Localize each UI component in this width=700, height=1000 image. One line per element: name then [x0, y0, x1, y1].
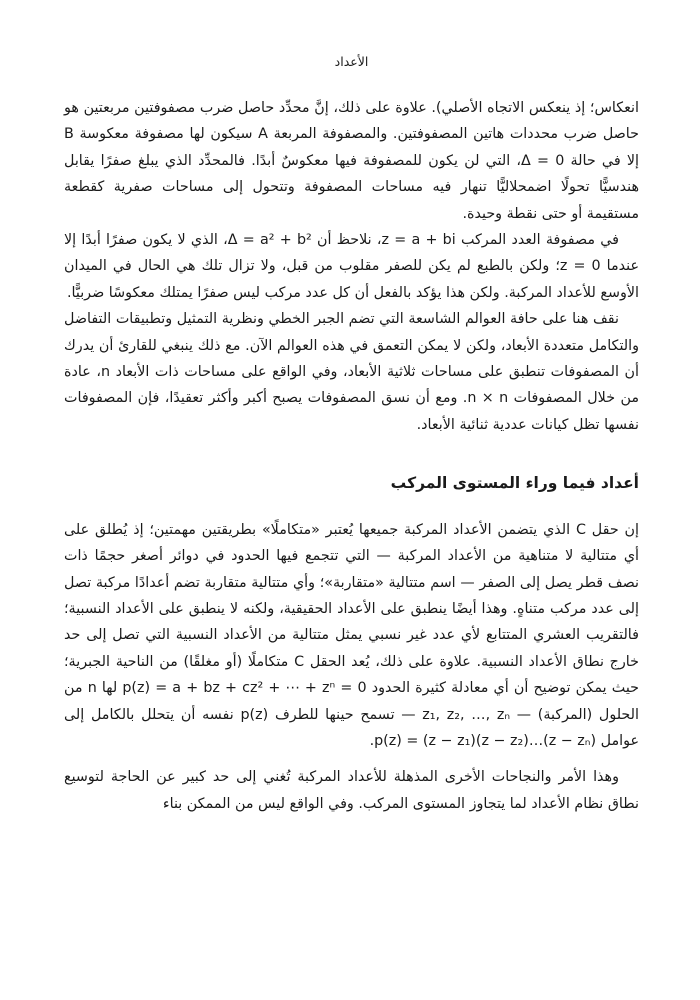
- paragraph: انعكاس؛ إذ ينعكس الاتجاه الأصلي). علاوة على ذلك، إنَّ محدِّد حاصل ضرب مصفوفتين مربعتين هو حاصل ضرب محددات هاتين المصفوفتين. والمصفوفة المربعة A سيكون لها مصفوفة معكوسة B إلا في حالة Δ = 0، التي لن يكون للمصفوفة فيها معكوسٌ أبدًا. فالمحدِّد الذي يبلغ صفرًا يقابل هندسيًّا تحولًا اضمحلاليًّا تنهار فيه مساحات المصفوفة وتتحول إلى مساحات صفرية كقطعة مستقيمة أو حتى نقطة وحيدة.: [64, 100, 639, 222]
- paragraph: نقف هنا على حافة العوالم الشاسعة التي تضم الجبر الخطي ونظرية التمثيل وتطبيقات التفاضل والتكامل متعددة الأبعاد، ولكن لا يمكن التعمق في هذه العوالم الآن. مع ذلك ينبغي للقارئ أن يدرك أن المصفوفات تنطبق على مساحات ثلاثية الأبعاد، وفي الواقع على مساحات ذات الأبعاد n، عادة من خلال المصفوفات n × n. ومع أن نسق المصفوفات يصبح أكبر وأكثر تعقيدًا، فإن المصفوفات نفسها تظل كيانات عددية ثنائية الأبعاد.: [64, 311, 639, 433]
- body-text: [64, 95, 639, 817]
- section-heading: أعداد فيما وراء المستوى المركب: [390, 474, 639, 493]
- paragraph: في مصفوفة العدد المركب z = a + bi، نلاحظ أن Δ = a² + b²، الذي لا يكون صفرًا أبدًا إلا عندما z = 0؛ ولكن بالطبع لم يكن للصفر مقلوب من قبل، ولا تزال تلك هي الحال في الميدان الأوسع للأعداد المركبة. ولكن هذا يؤكد بالفعل أن كل عدد مركب ليس صفرًا يمتلك معكوسًا ضربيًّا.: [64, 232, 640, 301]
- running-header: الأعداد: [334, 54, 369, 69]
- paragraph: وهذا الأمر والنجاحات الأخرى المذهلة للأعداد المركبة تُغني إلى حد كبير عن الحاجة لتوسيع نطاق نظام الأعداد لما يتجاوز المستوى المركب. وفي الواقع ليس من الممكن بناء: [64, 769, 639, 812]
- book-page: [64, 0, 639, 1000]
- paragraph: إن حقل C الذي يتضمن الأعداد المركبة جميعها يُعتبر «متكاملًا» بطريقتين مهمتين؛ إذ يُطلق على أي متتالية لا متناهية من الأعداد المركبة — التي تتجمع فيها الحدود في دوائر أصغر حجمًا ذات نصف قطر يصل إلى الصفر — اسم متتالية «متقاربة»؛ وأي متتالية متقاربة تضم أعدادًا مركبة تصل إلى عدد مركب متناهٍ. وهذا أيضًا ينطبق على الأعداد الحقيقية، ولكنه لا ينطبق على الأعداد النسبية؛ فالتقريب العشري المتتابع لأي عدد غير نسبي يمثل متتالية من الأعداد النسبية التي تصل إلى حد خارج نطاق الأعداد النسبية. علاوة على ذلك، يُعد الحقل C متكاملًا (أو مغلقًا) من الناحية الجبرية؛ حيث يمكن توضيح أن أي معادلة كثيرة الحدود p(z) = a + bz + cz² + ⋯ + zⁿ = 0 لها n من الحلول (المركبة) — z₁, z₂, …, zₙ — تسمح حينها للطرف p(z) نفسه أن يتحلل بالكامل إلى عوامل p(z) = (z − z₁)(z − z₂)…(z − zₙ).: [64, 521, 639, 749]
